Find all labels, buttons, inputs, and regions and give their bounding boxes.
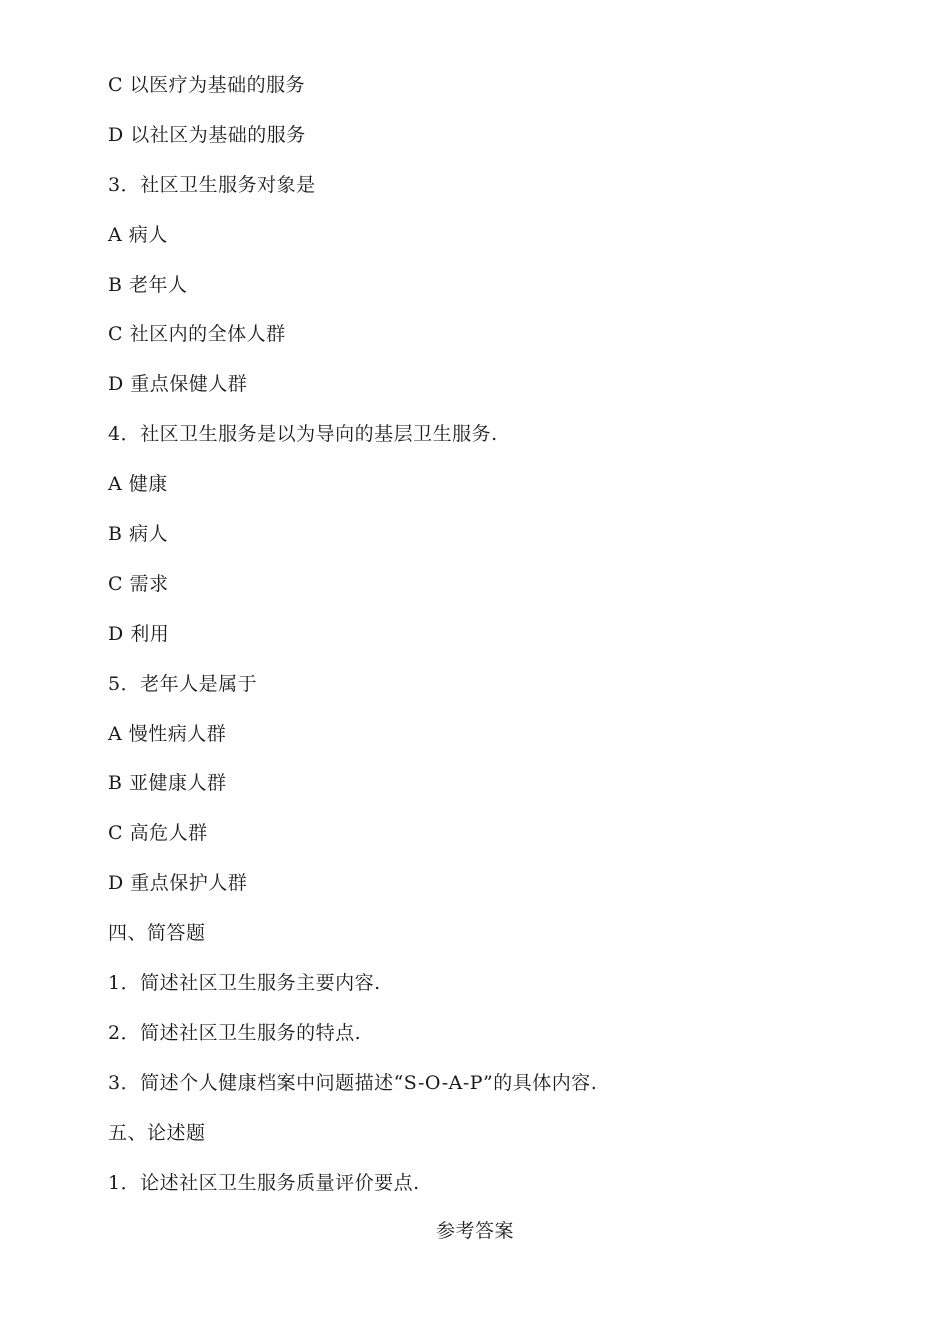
option-b-line: B 亚健康人群	[108, 772, 227, 795]
option-c-line: C 以医疗为基础的服务	[108, 74, 306, 96]
option-a-line: A 病人	[108, 223, 168, 246]
essay-question-1: 1．论述社区卫生服务质量评价要点.	[108, 1171, 420, 1194]
section-heading-short-answer: 四、简答题	[108, 922, 206, 945]
short-answer-question-2: 2．简述社区卫生服务的特点.	[108, 1021, 362, 1044]
option-c-line: C 社区内的全体人群	[108, 323, 286, 346]
question-3: 3．社区卫生服务对象是	[108, 173, 316, 196]
question-4: 4．社区卫生服务是以为导向的基层卫生服务.	[108, 423, 498, 446]
option-c-line: C 需求	[108, 572, 169, 595]
option-b-line: B 病人	[108, 523, 169, 546]
document-body	[108, 70, 888, 1217]
option-d-line: D 重点保护人群	[108, 872, 248, 895]
question-5: 5．老年人是属于	[108, 672, 258, 695]
option-a-line: A 健康	[108, 473, 168, 496]
short-answer-question-3: 3．简述个人健康档案中问题描述“S-O-A-P”的具体内容.	[108, 1071, 598, 1094]
option-b-line: B 老年人	[108, 273, 188, 296]
answers-title: 参考答案	[435, 1220, 514, 1242]
option-d-line: D 利用	[108, 622, 170, 645]
option-c-line: C 高危人群	[108, 822, 208, 845]
short-answer-question-1: 1．简述社区卫生服务主要内容.	[108, 972, 381, 995]
option-d-line: D 以社区为基础的服务	[108, 123, 306, 146]
option-a-line: A 慢性病人群	[108, 722, 227, 745]
option-d-line: D 重点保健人群	[108, 373, 248, 396]
section-heading-essay: 五、论述题	[108, 1121, 206, 1144]
